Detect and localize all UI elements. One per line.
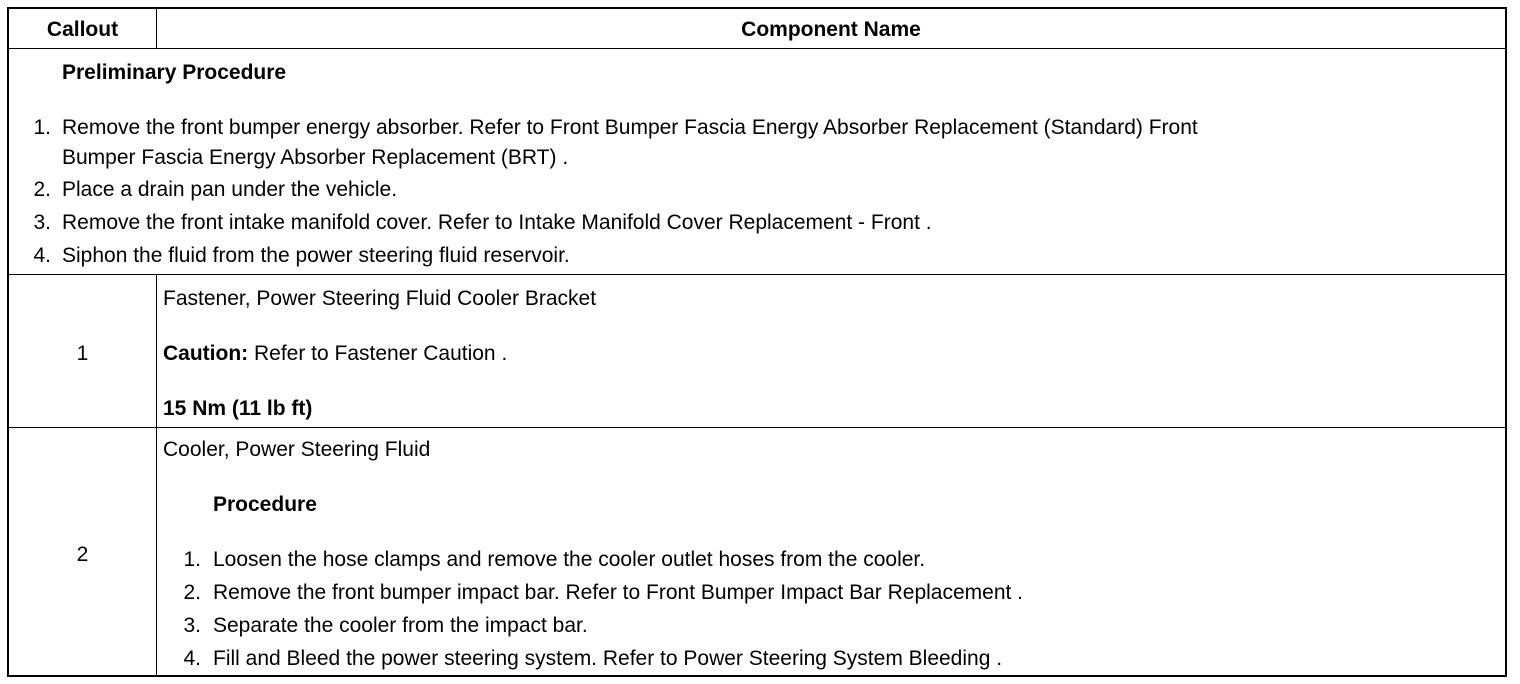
row-rule <box>9 427 1505 428</box>
step-number: 3. <box>183 614 201 637</box>
step-number: 1. <box>33 116 51 139</box>
step-text: Remove the front bumper energy absorber. Refer to Front Bumper Fascia Energy Absorber Replacement (Standard) Front <box>62 116 1198 139</box>
step-number: 3. <box>33 211 51 234</box>
step-text: Separate the cooler from the impact bar. <box>213 614 588 637</box>
callout-number: 2 <box>76 543 89 566</box>
step-text: Place a drain pan under the vehicle. <box>62 178 398 201</box>
step-text: Remove the front intake manifold cover. Refer to Intake Manifold Cover Replacement - Front . <box>62 211 932 234</box>
column-divider <box>156 274 157 427</box>
component-name: Fastener, Power Steering Fluid Cooler Bracket <box>163 287 597 310</box>
step-number: 2. <box>33 178 51 201</box>
step-text: Siphon the fluid from the power steering fluid reservoir. <box>62 244 570 267</box>
callout-number: 1 <box>76 342 89 365</box>
step-text: Loosen the hose clamps and remove the cooler outlet hoses from the cooler. <box>213 548 926 571</box>
step-text: Remove the front bumper impact bar. Refer to Front Bumper Impact Bar Replacement . <box>213 581 1024 604</box>
caution-note <box>163 342 507 366</box>
step-number: 4. <box>183 647 201 670</box>
preliminary-title: Preliminary Procedure <box>62 61 287 84</box>
component-table <box>7 7 1507 677</box>
header-component-name: Component Name <box>741 18 921 41</box>
step-text: Fill and Bleed the power steering system. Refer to Power Steering System Bleeding . <box>213 647 1003 670</box>
step-number: 2. <box>183 581 201 604</box>
row-rule <box>9 274 1505 275</box>
step-number: 4. <box>33 244 51 267</box>
header-rule <box>9 48 1505 49</box>
step-text-continued: Bumper Fascia Energy Absorber Replacement (BRT) . <box>62 146 569 169</box>
header-divider <box>156 9 157 48</box>
caution-label: Caution: <box>163 342 249 365</box>
step-number: 1. <box>183 548 201 571</box>
torque-spec: 15 Nm (11 lb ft) <box>163 397 313 420</box>
caution-text: Refer to Fastener Caution . <box>248 342 508 365</box>
header-callout: Callout <box>46 18 119 41</box>
column-divider <box>156 427 157 677</box>
procedure-title: Procedure <box>213 493 317 516</box>
component-name: Cooler, Power Steering Fluid <box>163 438 431 461</box>
